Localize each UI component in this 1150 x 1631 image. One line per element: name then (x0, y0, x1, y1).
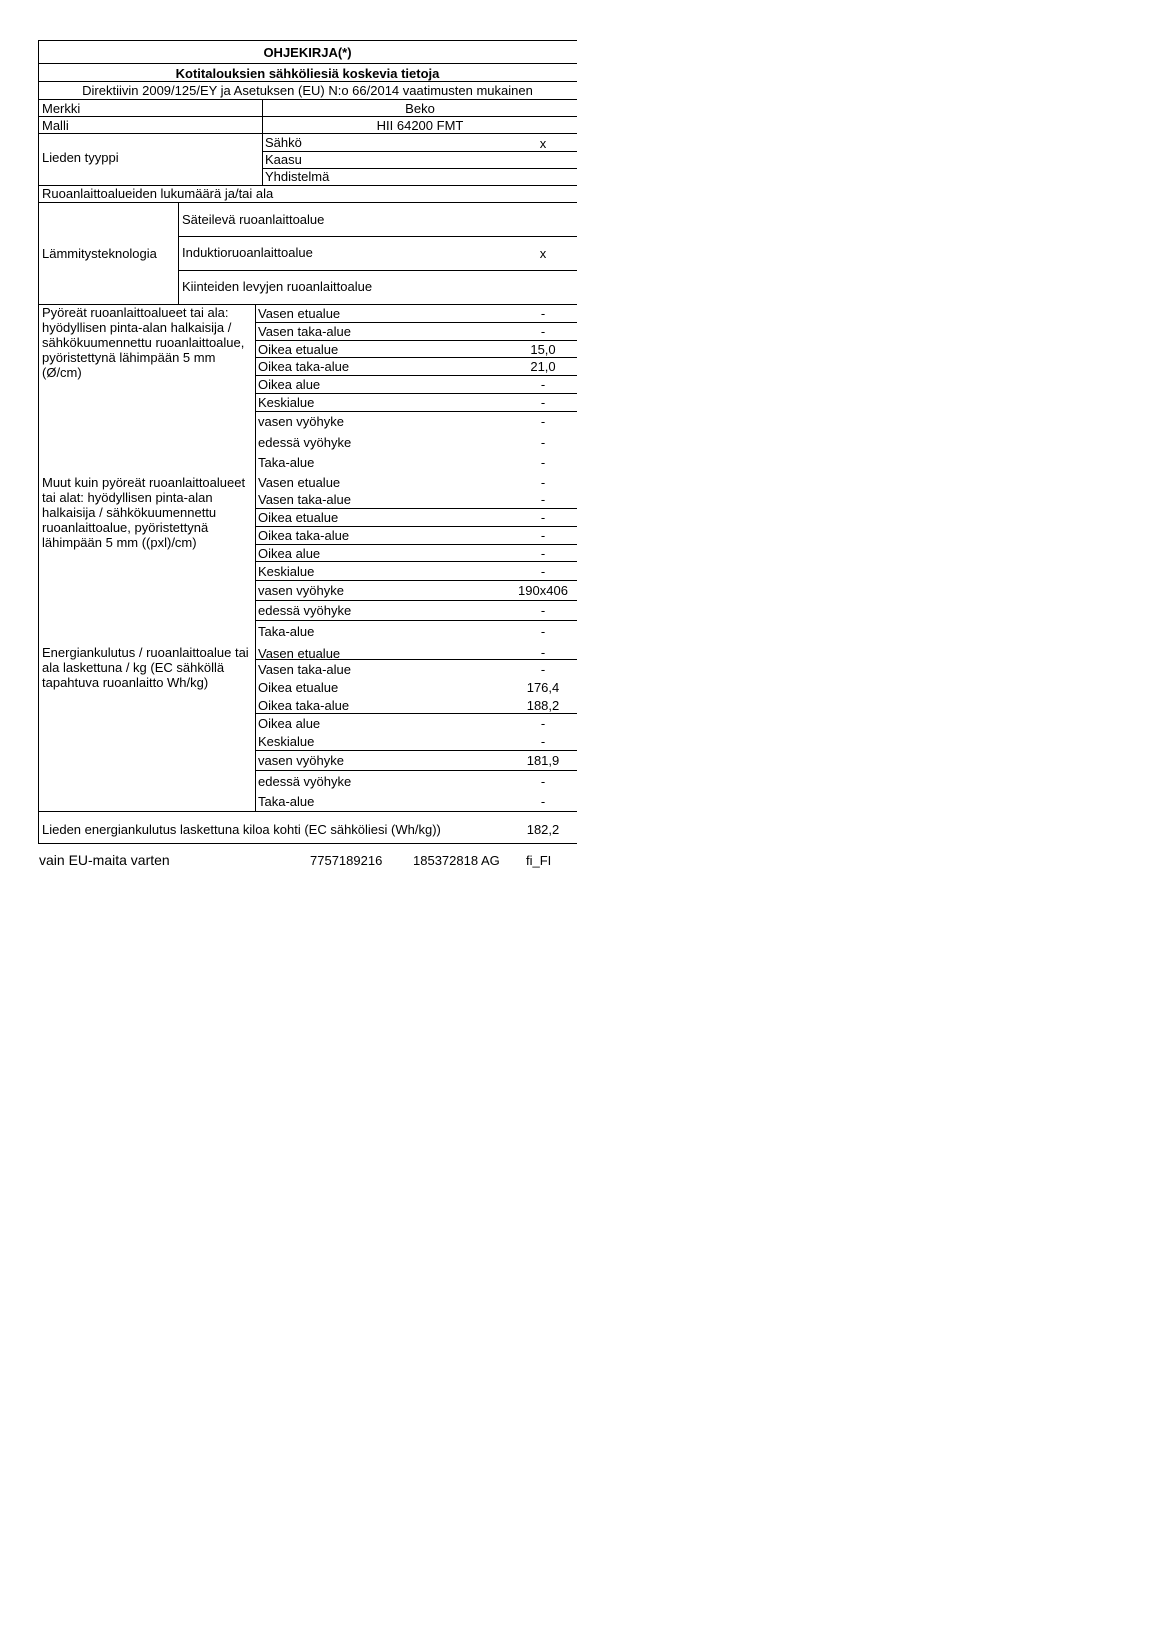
zone-value: - (540, 306, 546, 321)
rule (178, 202, 179, 304)
zone-value: - (540, 475, 546, 490)
rule (255, 580, 577, 581)
rule (255, 600, 577, 601)
zone-value: - (540, 528, 546, 543)
zone-value: - (540, 435, 546, 450)
rule (255, 713, 577, 714)
rule (38, 81, 577, 82)
zone-value: 15,0 (530, 342, 556, 357)
round-zones-label: Pyöreät ruoanlaittoalueet tai ala: hyödyllisen pinta-alan halkaisija / sähkökuumennettu ruoanlaittoalue, pyöristettynä lähimpään 5 mm (Ø/cm) (42, 305, 245, 380)
zone-value: - (540, 624, 546, 639)
zone-label: Taka-alue (258, 794, 315, 809)
zone-label: edessä vyöhyke (258, 603, 352, 618)
footer-code: 185372818 AG (413, 853, 500, 868)
zone-value: - (540, 510, 546, 525)
total-energy-value: 182,2 (526, 822, 560, 837)
hob-type-label: Lieden tyyppi (42, 150, 119, 165)
hob-type-mark: x (539, 136, 547, 151)
zone-value: - (540, 716, 546, 731)
rule (255, 620, 577, 621)
hob-type-option: Yhdistelmä (265, 169, 330, 184)
zone-label: Vasen taka-alue (258, 662, 351, 677)
document-subtitle: Kotitalouksien sähköliesiä koskevia tietoja (175, 66, 440, 81)
heating-option: Säteilevä ruoanlaittoalue (182, 212, 325, 227)
zone-label: Vasen taka-alue (258, 492, 351, 507)
zone-label: vasen vyöhyke (258, 414, 344, 429)
table-bottom-border (38, 843, 577, 844)
zone-label: Keskialue (258, 564, 315, 579)
rule (179, 270, 577, 271)
zone-label: Vasen etualue (258, 646, 341, 661)
model-value: HII 64200 FMT (376, 118, 464, 133)
rule (255, 340, 577, 341)
model-label: Malli (42, 118, 69, 133)
zone-value: - (540, 645, 546, 660)
zone-value: - (540, 734, 546, 749)
zone-value: - (540, 774, 546, 789)
hob-type-option: Sähkö (265, 135, 302, 150)
zone-label: vasen vyöhyke (258, 583, 344, 598)
rule (255, 322, 577, 323)
nonround-zones-label: Muut kuin pyöreät ruoanlaittoalueet tai alat: hyödyllisen pinta-alan halkaisija / sähkökuumennettu ruoanlaittoalue, pyöristettynä lähimpään 5 mm ((pxl)/cm) (42, 475, 246, 550)
zone-label: Oikea taka-alue (258, 359, 350, 374)
total-energy-label: Lieden energiankulutus laskettuna kiloa kohti (EC sähköliesi (Wh/kg)) (42, 822, 441, 837)
zone-value: 181,9 (526, 753, 560, 768)
zone-label: Vasen etualue (258, 475, 341, 490)
zone-label: Keskialue (258, 395, 315, 410)
rule (38, 99, 577, 100)
zone-label: Oikea alue (258, 546, 321, 561)
rule (263, 151, 577, 152)
rule (255, 508, 577, 509)
rule (255, 304, 256, 811)
brand-label: Merkki (42, 101, 81, 116)
directive-text: Direktiivin 2009/125/EY ja Asetuksen (EU) N:o 66/2014 vaatimusten mukainen (82, 83, 533, 98)
heating-option: Induktioruoanlaittoalue (182, 245, 313, 260)
rule (255, 357, 577, 358)
footer-code: 7757189216 (310, 853, 383, 868)
zone-label: Vasen etualue (258, 306, 341, 321)
rule (38, 63, 577, 64)
zone-value: - (540, 414, 546, 429)
rule (255, 544, 577, 545)
zone-label: Oikea alue (258, 716, 321, 731)
zone-value: - (540, 794, 546, 809)
heating-technology-label: Lämmitysteknologia (42, 246, 157, 261)
zone-value: - (540, 546, 546, 561)
rule (255, 770, 577, 771)
rule (255, 411, 577, 412)
footer-locale: fi_FI (526, 853, 552, 868)
zone-value: - (540, 377, 546, 392)
zone-value: - (540, 455, 546, 470)
zone-value: - (540, 662, 546, 677)
brand-value: Beko (405, 101, 435, 116)
zone-label: Vasen taka-alue (258, 324, 351, 339)
zone-value: - (540, 395, 546, 410)
rule (38, 116, 577, 117)
rule (38, 133, 577, 134)
rule (255, 750, 577, 751)
heating-mark: x (539, 246, 547, 261)
zone-value: - (540, 492, 546, 507)
rule (38, 202, 577, 203)
zone-value: - (540, 603, 546, 618)
rule (255, 561, 577, 562)
zone-label: Oikea alue (258, 377, 321, 392)
zone-value: - (540, 564, 546, 579)
zone-label: Oikea etualue (258, 680, 339, 695)
rule (255, 375, 577, 376)
zone-label: edessä vyöhyke (258, 774, 352, 789)
zone-label: Taka-alue (258, 455, 315, 470)
zone-label: Oikea etualue (258, 342, 339, 357)
footer-note: vain EU-maita varten (39, 852, 170, 868)
zone-label: Keskialue (258, 734, 315, 749)
table-left-border (38, 40, 39, 843)
zone-label: Taka-alue (258, 624, 315, 639)
rule (255, 526, 577, 527)
heating-option: Kiinteiden levyjen ruoanlaittoalue (182, 279, 373, 294)
zones-count-label: Ruoanlaittoalueiden lukumäärä ja/tai ala (42, 186, 274, 201)
zone-label: Oikea etualue (258, 510, 339, 525)
zone-value: - (540, 324, 546, 339)
zone-label: edessä vyöhyke (258, 435, 352, 450)
zone-label: Oikea taka-alue (258, 698, 350, 713)
energy-zones-label: Energiankulutus / ruoanlaittoalue tai ala laskettuna / kg (EC sähköllä tapahtuva ruoanlaitto Wh/kg) (42, 645, 249, 690)
zone-value: 21,0 (530, 359, 556, 374)
document-title: OHJEKIRJA(*) (263, 45, 352, 60)
zone-label: Oikea taka-alue (258, 528, 350, 543)
rule (38, 811, 577, 812)
zone-value: 190x406 (518, 583, 568, 598)
zone-label: vasen vyöhyke (258, 753, 344, 768)
table-top-border (38, 40, 577, 41)
rule (179, 236, 577, 237)
hob-type-option: Kaasu (265, 152, 302, 167)
rule (255, 393, 577, 394)
zone-value: 188,2 (526, 698, 560, 713)
zone-value: 176,4 (526, 680, 560, 695)
